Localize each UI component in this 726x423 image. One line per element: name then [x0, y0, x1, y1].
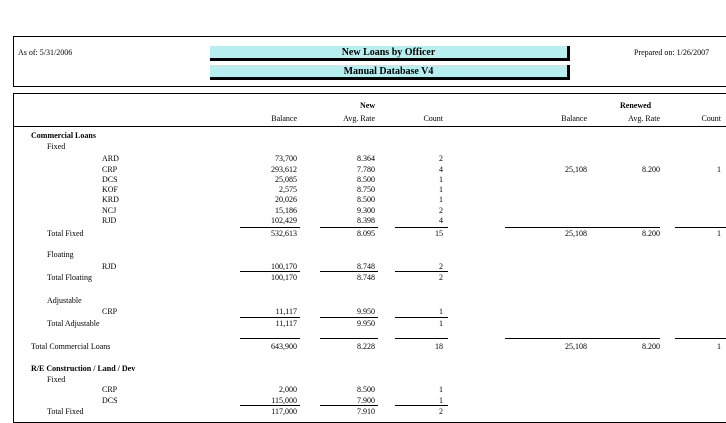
grand-label: Total Commercial Loans: [31, 342, 111, 351]
total-label: Total Floating: [47, 273, 92, 282]
cell-nr: 8.750: [357, 185, 375, 194]
cell-nb: 293,612: [271, 165, 297, 174]
subtotal-rule: [240, 271, 300, 272]
cell-nb: 100,170: [271, 262, 297, 271]
group-label: Floating: [47, 250, 74, 259]
row-label: KOF: [102, 185, 119, 194]
total-rule: [395, 227, 448, 228]
renewed-balance-header: Balance: [561, 114, 587, 123]
cell-nr: 9.950: [357, 307, 375, 316]
row-label: DCS: [102, 175, 118, 184]
prepared-date: Prepared on: 1/26/2007: [634, 48, 710, 57]
cell-nc: 1: [439, 319, 443, 328]
cell-rc: 1: [717, 229, 721, 238]
total-label: Total Fixed: [47, 407, 84, 416]
new-group-header: New: [360, 101, 376, 110]
report-subtitle: Manual Database V4: [210, 65, 570, 80]
cell-nr: 8.364: [357, 154, 375, 163]
new-balance-header: Balance: [271, 114, 297, 123]
subtotal-rule: [395, 405, 448, 406]
grand-total-rule: [675, 338, 726, 339]
cell-nc: 1: [439, 185, 443, 194]
subtotal-rule: [320, 271, 378, 272]
total-label: Total Fixed: [47, 229, 84, 238]
total-rule: [675, 227, 726, 228]
row-label: CRP: [102, 307, 118, 316]
section-label: Commercial Loans: [31, 131, 96, 140]
cell-nb: 11,117: [275, 319, 297, 328]
subtotal-rule: [320, 317, 378, 318]
row-label: ARD: [102, 154, 119, 163]
row-label: NCJ: [102, 206, 117, 215]
cell-nb: 73,700: [275, 154, 297, 163]
grand-total-rule: [240, 338, 300, 339]
grand-total-rule: [320, 338, 378, 339]
cell-nr: 8.500: [357, 385, 375, 394]
total-rule: [240, 227, 300, 228]
grand-total-rule: [595, 338, 660, 339]
total-label: Total Adjustable: [47, 319, 100, 328]
cell-nb: 20,026: [275, 195, 297, 204]
renewed-group-header: Renewed: [620, 101, 652, 110]
cell-nc: 2: [439, 154, 443, 163]
total-rule: [595, 227, 660, 228]
cell-rr: 8.200: [642, 165, 660, 174]
cell-nr: 8.095: [357, 229, 375, 238]
cell-nr: 9.950: [357, 319, 375, 328]
cell-rr: 8.200: [642, 229, 660, 238]
row-label: RJD: [102, 216, 117, 225]
cell-nb: 2,000: [279, 385, 297, 394]
cell-nc: 2: [439, 273, 443, 282]
group-label: Adjustable: [47, 296, 82, 305]
as-of-date: As of: 5/31/2006: [18, 48, 73, 57]
cell-nb: 102,429: [271, 216, 297, 225]
cell-nc: 1: [439, 195, 443, 204]
group-label: Fixed: [47, 375, 66, 384]
row-label: CRP: [102, 165, 118, 174]
cell-nr: 8.748: [357, 273, 375, 282]
report-body-frame: [13, 93, 726, 423]
row-label: DCS: [102, 396, 118, 405]
cell-nb: 532,613: [271, 229, 297, 238]
cell-nc: 2: [439, 262, 443, 271]
cell-nc: 1: [439, 385, 443, 394]
cell-nr: 8.398: [357, 216, 375, 225]
cell-nc: 1: [439, 175, 443, 184]
cell-nc: 2: [439, 407, 443, 416]
cell-nb: 115,000: [271, 396, 297, 405]
subtotal-rule: [320, 405, 378, 406]
cell-nc: 18: [435, 342, 443, 351]
new-count-header: Count: [423, 114, 443, 123]
cell-nr: 7.780: [357, 165, 375, 174]
grand-total-rule: [395, 338, 448, 339]
total-rule: [505, 227, 597, 228]
cell-nb: 643,900: [271, 342, 297, 351]
cell-rc: 1: [717, 342, 721, 351]
cell-nb: 117,000: [271, 407, 297, 416]
cell-rb: 25,108: [565, 342, 587, 351]
group-label: Fixed: [47, 142, 66, 151]
cell-nb: 25,085: [275, 175, 297, 184]
renewed-avg-rate-header: Avg. Rate: [628, 114, 660, 123]
cell-nr: 8.228: [357, 342, 375, 351]
cell-nr: 7.910: [357, 407, 375, 416]
subtotal-rule: [240, 405, 300, 406]
total-rule: [320, 227, 378, 228]
cell-nr: 8.748: [357, 262, 375, 271]
report-title: New Loans by Officer: [210, 46, 570, 61]
section-label: R/E Construction / Land / Dev: [31, 364, 136, 373]
row-label: CRP: [102, 385, 118, 394]
cell-nc: 1: [439, 307, 443, 316]
row-label: RJD: [102, 262, 117, 271]
cell-nb: 2,575: [279, 185, 297, 194]
cell-nb: 100,170: [271, 273, 297, 282]
cell-nb: 11,117: [275, 307, 297, 316]
grand-total-rule: [505, 338, 597, 339]
cell-rb: 25,108: [565, 165, 587, 174]
renewed-count-header: Count: [701, 114, 721, 123]
cell-nb: 15,186: [275, 206, 297, 215]
cell-nc: 2: [439, 206, 443, 215]
cell-nr: 9.300: [357, 206, 375, 215]
row-label: KRD: [102, 195, 119, 204]
cell-nc: 1: [439, 396, 443, 405]
cell-nc: 4: [439, 216, 443, 225]
cell-nc: 4: [439, 165, 443, 174]
subtotal-rule: [395, 317, 448, 318]
cell-nc: 15: [435, 229, 443, 238]
subtotal-rule: [395, 271, 448, 272]
cell-nr: 8.500: [357, 195, 375, 204]
cell-nr: 7.900: [357, 396, 375, 405]
cell-rb: 25,108: [565, 229, 587, 238]
cell-rc: 1: [717, 165, 721, 174]
header-divider: [13, 126, 726, 127]
cell-rr: 8.200: [642, 342, 660, 351]
subtotal-rule: [240, 317, 300, 318]
new-avg-rate-header: Avg. Rate: [343, 114, 375, 123]
cell-nr: 8.500: [357, 175, 375, 184]
